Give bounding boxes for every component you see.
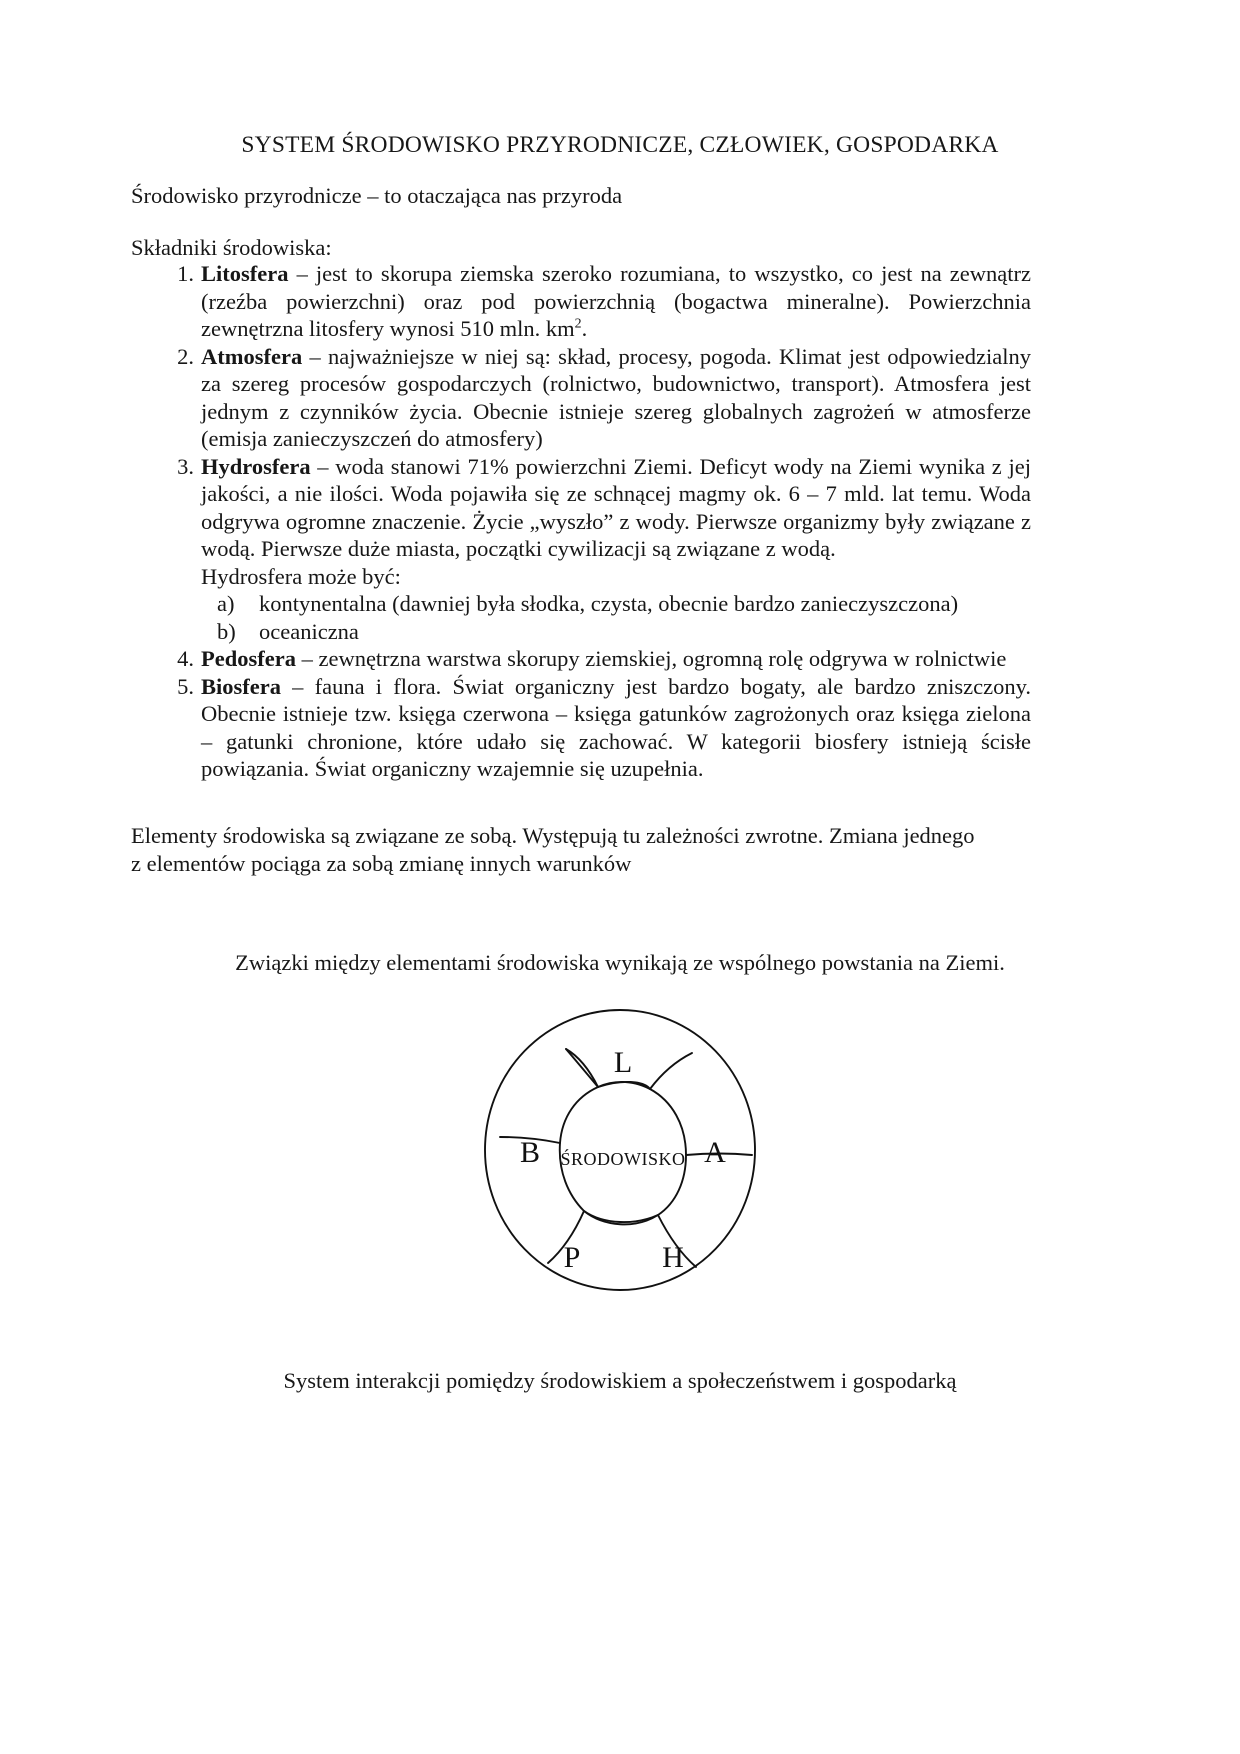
sector-label-bottom-left: P: [563, 1241, 581, 1274]
list-item-number: 1.: [177, 261, 194, 286]
list-item-text: najważniejsze w niej są: skład, procesy, pogoda. Klimat jest odpowiedzialny za szereg procesów gospodarczych (rolnictwo, budownictwo, transport). Atmosfera jest jednym z czynników życia. Obecnie istnieje szereg globalnych zagrożeń w atmosferze (emisja zanieczyszczeń do atmosfery): [201, 343, 1031, 451]
diagram-caption-above: Związki między elementami środowiska wynikają ze wspólnego powstania na Ziemi.: [235, 950, 1005, 975]
sub-list-item: [201, 590, 1031, 618]
list-item-term: Atmosfera: [201, 343, 303, 369]
list-item-text-tail: .: [581, 316, 588, 341]
sector-label-left: B: [519, 1136, 541, 1169]
list-item-dash: –: [280, 673, 315, 699]
list-item: [131, 673, 1031, 783]
hydrosphere-subnote: Hydrosfera może być:: [201, 563, 401, 589]
lead-definition: Środowisko przyrodnicze – to otaczająca nas przyroda: [131, 183, 623, 208]
list-item-text: woda stanowi 71% powierzchni Ziemi. Deficyt wody na Ziemi wynika z jej jakości, a nie ilości. Woda pojawiła się ze schnącej magmy ok. 6 – 7 mld. lat temu. Woda odgrywa ogromne znaczenie. Życie „wyszło” z wody. Pierwsze organizmy były związane z wodą. Pierwsze duże miasta, początki cywilizacji są związane z wodą.: [201, 453, 1032, 561]
list-item: [131, 343, 1031, 453]
list-item-number: 5.: [177, 673, 194, 699]
list-item-dash: –: [295, 646, 319, 671]
environment-sphere-diagram: [480, 1005, 760, 1295]
superscript-exponent: 2: [574, 316, 582, 332]
hydrosphere-sublist: [131, 590, 1031, 645]
list-item-term: Hydrosfera: [201, 453, 311, 479]
list-item-text: zewnętrzna warstwa skorupy ziemskiej, ogromną rolę odgrywa w rolnictwie: [318, 646, 1007, 671]
center-label: ŚRODOWISKO: [560, 1149, 686, 1169]
sub-list-item-text: kontynentalna (dawniej była słodka, czysta, obecnie bardzo zanieczyszczona): [259, 591, 959, 616]
list-item-term: Biosfera: [201, 673, 281, 699]
closing-line-2: z elementów pociąga za sobą zmianę innych warunków: [131, 850, 632, 876]
bottom-caption: System interakcji pomiędzy środowiskiem a społeczeństwem i gospodarką: [283, 1368, 957, 1393]
sub-list-item-letter: a): [217, 591, 235, 616]
sector-label-bottom-right: H: [662, 1241, 684, 1274]
list-item-number: 3.: [177, 453, 194, 479]
sector-divider-top-right: [650, 1053, 692, 1089]
list-item-dash: –: [302, 343, 328, 369]
petal-arc-upper-left: [566, 1049, 598, 1087]
list-item-number: 4.: [177, 646, 194, 671]
list-item: [131, 260, 1031, 343]
sector-label-right: A: [704, 1136, 726, 1169]
components-list: [131, 260, 1031, 783]
sub-list-item-letter: b): [217, 618, 236, 644]
sub-list-item: [201, 618, 1031, 646]
list-item-text: jest to skorupa ziemska szeroko rozumiana, to wszystko, co jest na zewnątrz (rzeźba powierzchni) oraz pod powierzchnią (bogactwa mineralne). Powierzchnia zewnętrzna litosfery wynosi 510 mln. km: [201, 261, 1031, 341]
sub-list-item-text: oceaniczna: [259, 618, 359, 644]
list-item-dash: –: [288, 261, 316, 286]
list-item-dash: –: [310, 453, 336, 479]
list-item: [131, 453, 1031, 563]
list-item-term: Pedosfera: [201, 646, 296, 671]
list-item-term: Litosfera: [201, 261, 289, 286]
sector-label-top: L: [613, 1046, 633, 1079]
list-item-number: 2.: [177, 343, 194, 369]
list-item-text: fauna i flora. Świat organiczny jest bardzo bogaty, ale bardzo zniszczony. Obecnie istnieje tzw. księga czerwona – księga gatunków zagrożonych oraz księga zielona – gatunki chronione, które udało się zachować. W kategorii biosfery istnieją ścisłe powiązania. Świat organiczny wzajemnie się uzupełnia.: [201, 673, 1031, 781]
closing-paragraph: [131, 822, 1031, 877]
page-title: SYSTEM ŚRODOWISKO PRZYRODNICZE, CZŁOWIEK, GOSPODARKA: [241, 132, 999, 158]
components-heading: Składniki środowiska:: [131, 235, 332, 260]
closing-line-1: Elementy środowiska są związane ze sobą. Występują tu zależności zwrotne. Zmiana jednego: [131, 823, 975, 848]
list-item: [131, 645, 1031, 673]
